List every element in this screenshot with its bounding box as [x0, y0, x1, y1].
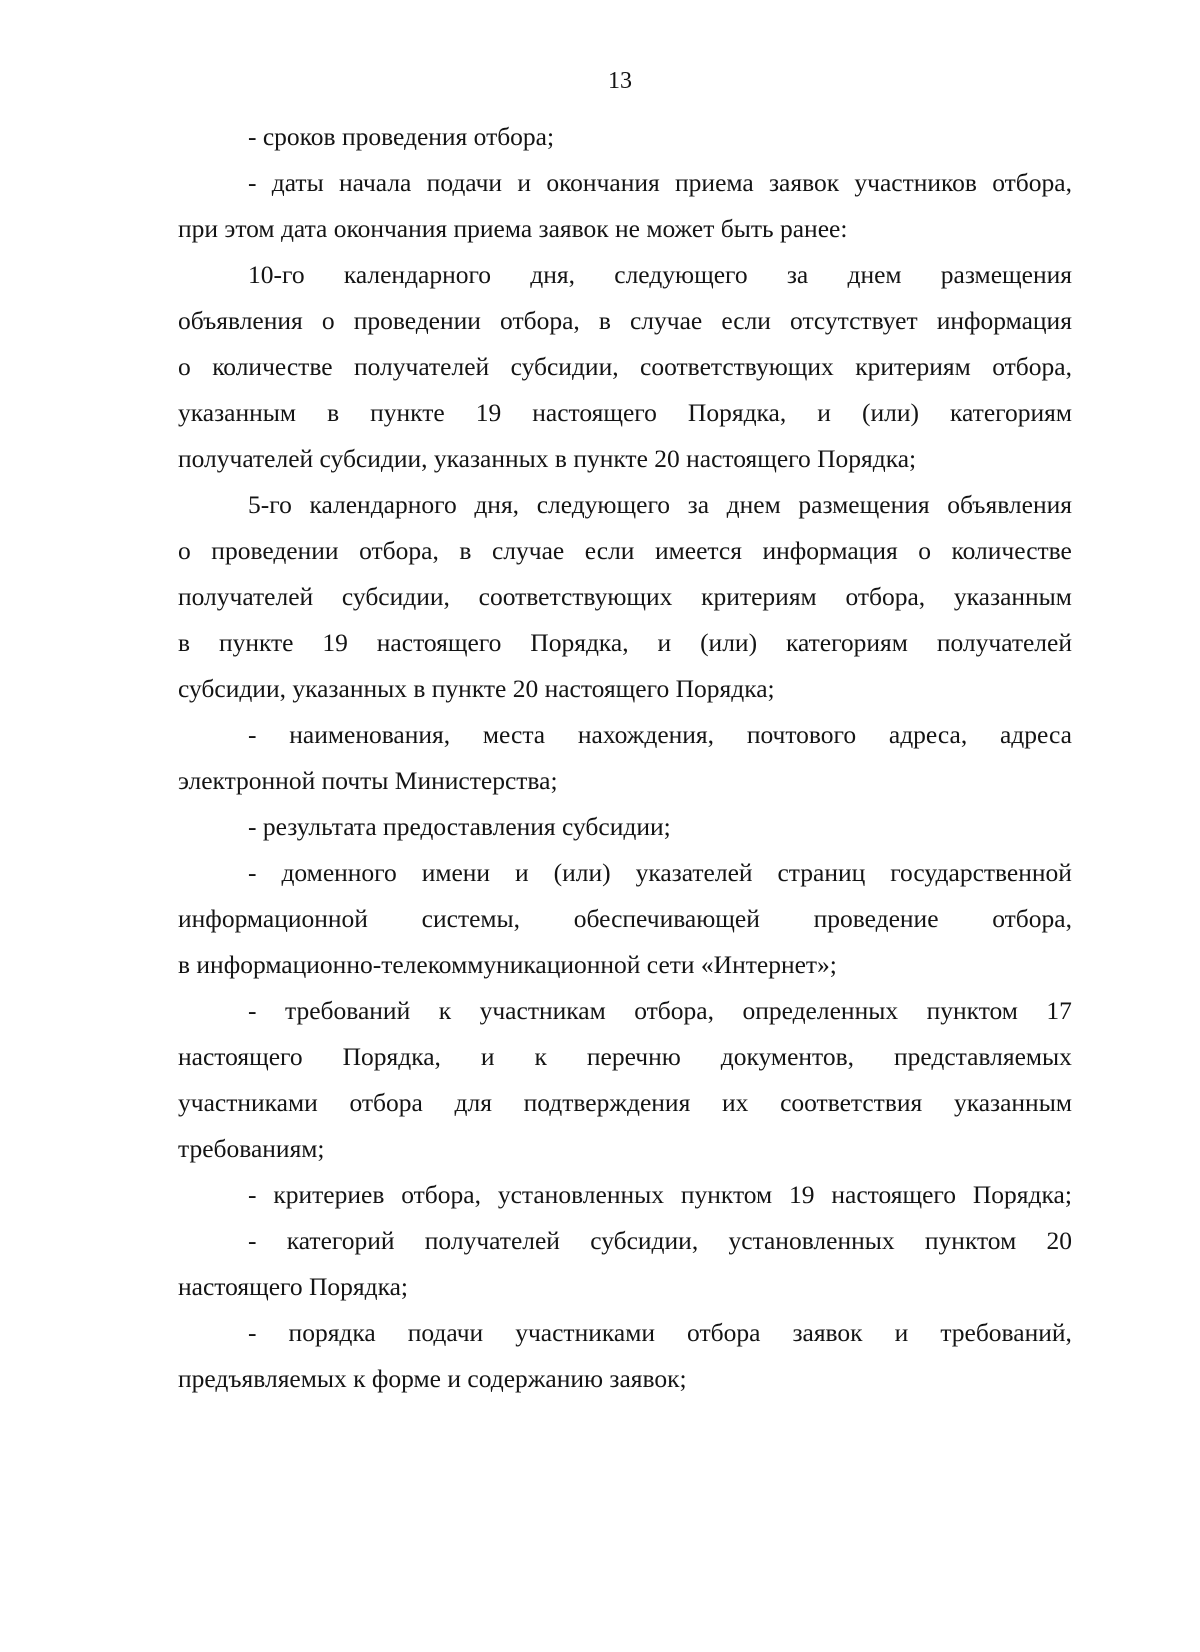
text-line: в информационно-телекоммуникационной сети «Интернет»; — [178, 950, 837, 979]
text-line: - категорий получателей субсидии, установленных пунктом 20 — [248, 1226, 1072, 1255]
page-number: 13 — [608, 68, 632, 94]
paragraph — [178, 712, 1072, 804]
document-body — [178, 114, 1072, 1402]
text-line: получателей субсидии, указанных в пункте 20 настоящего Порядка; — [178, 444, 917, 473]
text-line: участниками отбора для подтверждения их соответствия указанным — [178, 1088, 1072, 1117]
text-line: объявления о проведении отбора, в случае если отсутствует информация — [178, 306, 1072, 335]
paragraph — [178, 252, 1072, 482]
text-line: настоящего Порядка, и к перечню документов, представляемых — [178, 1042, 1072, 1071]
text-line: 5-го календарного дня, следующего за днем размещения объявления — [248, 490, 1072, 519]
text-line: предъявляемых к форме и содержанию заявок; — [178, 1364, 687, 1393]
text-line: о количестве получателей субсидии, соответствующих критериям отбора, — [178, 352, 1072, 381]
text-line: - требований к участникам отбора, определенных пунктом 17 — [248, 996, 1072, 1025]
text-line: в пункте 19 настоящего Порядка, и (или) категориям получателей — [178, 628, 1072, 657]
paragraph — [178, 1310, 1072, 1402]
text-line: получателей субсидии, соответствующих критериям отбора, указанным — [178, 582, 1072, 611]
text-line: субсидии, указанных в пункте 20 настоящего Порядка; — [178, 674, 775, 703]
text-line: требованиям; — [178, 1134, 325, 1163]
paragraph — [178, 482, 1072, 712]
paragraph — [178, 988, 1072, 1172]
paragraph — [178, 160, 1072, 252]
text-line: - доменного имени и (или) указателей страниц государственной — [248, 858, 1072, 887]
text-line: - сроков проведения отбора; — [248, 122, 555, 151]
text-line: 10-го календарного дня, следующего за днем размещения — [248, 260, 1072, 289]
text-line: - критериев отбора, установленных пунктом 19 настоящего Порядка; — [248, 1180, 1072, 1209]
paragraph — [178, 1218, 1072, 1310]
text-line: указанным в пункте 19 настоящего Порядка, и (или) категориям — [178, 398, 1072, 427]
paragraph — [178, 804, 1072, 850]
text-line: о проведении отбора, в случае если имеется информация о количестве — [178, 536, 1072, 565]
text-line: - результата предоставления субсидии; — [248, 812, 671, 841]
text-line: - даты начала подачи и окончания приема заявок участников отбора, — [248, 168, 1072, 197]
text-line: информационной системы, обеспечивающей проведение отбора, — [178, 904, 1072, 933]
text-line: - наименования, места нахождения, почтового адреса, адреса — [248, 720, 1072, 749]
paragraph — [178, 1172, 1072, 1218]
text-line: - порядка подачи участниками отбора заявок и требований, — [248, 1318, 1072, 1347]
text-line: настоящего Порядка; — [178, 1272, 409, 1301]
text-line: электронной почты Министерства; — [178, 766, 558, 795]
text-line: при этом дата окончания приема заявок не может быть ранее: — [178, 214, 848, 243]
paragraph — [178, 850, 1072, 988]
paragraph — [178, 114, 1072, 160]
